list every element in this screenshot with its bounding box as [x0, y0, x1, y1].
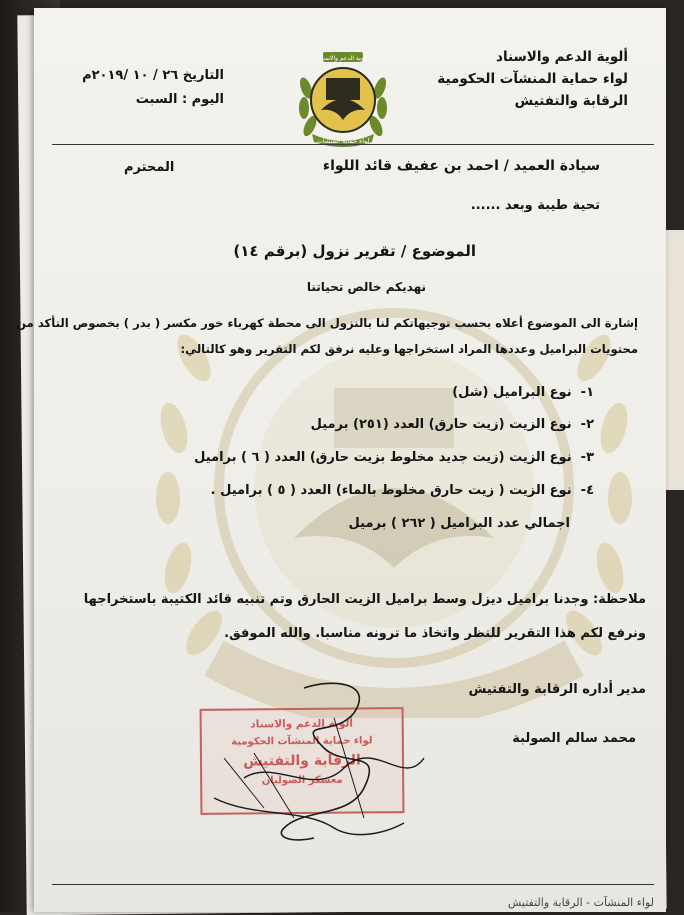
- item-number: ٢-: [580, 417, 594, 432]
- handwritten-signature: [184, 658, 444, 858]
- stamp-line-4: معسكر الصولبان: [261, 774, 343, 787]
- org-line-1: ألوية الدعم والاسناد: [496, 49, 628, 65]
- note-line-2: ونرفع لكم هذا التقرير للنظر واتخاذ ما ترونه مناسبا. والله الموفق.: [224, 626, 646, 641]
- signature-name: محمد سالم الصولبة: [512, 731, 636, 746]
- item-number: ٣-: [580, 450, 594, 465]
- signature-title: مدير أداره الرقابة والتفتيش: [468, 682, 646, 697]
- document-page: [16, 8, 666, 912]
- subject-line: الموضوع / تقرير نزول (برقم ١٤): [233, 242, 476, 260]
- greeting: تحية طيبة وبعد ......: [470, 198, 600, 213]
- body-line-2: محتويات البراميل وعددها المراد استخراجها وعليه نرفق لكم التقرير وهو كالتالي:: [180, 342, 638, 356]
- watermark-emblem: [134, 238, 654, 718]
- footer-divider: [52, 884, 654, 885]
- barrels-total: اجمالي عدد البراميل ( ٢٦٢ ) برميل: [348, 516, 570, 531]
- addressee-honorific: المحترم: [124, 160, 175, 175]
- stamp-line-3: الرقابة والتفتيش: [243, 752, 361, 770]
- date-text: التاريخ ٢٦ / ١٠ /٢٠١٩م: [82, 68, 224, 83]
- logo-top-text: ألوية الدعم والاسناد: [318, 55, 368, 62]
- day-text: اليوم : السبت: [135, 92, 224, 107]
- list-item: [194, 450, 594, 465]
- body-line-1: إشارة الى الموضوع أعلاه بحسب توجيهاتكم لنا بالنزول الى محطة كهرباء خور مكسر ( بدر ) بخصوص التأكد من: [16, 316, 638, 330]
- addressee-name: سيادة العميد / احمد بن عفيف قائد اللواء: [322, 158, 600, 174]
- item-text: نوع الزيت (زيت جديد مخلوط بزيت حارق) العدد ( ٦ ) براميل: [194, 450, 572, 465]
- footer-text: لواء المنشآت - الرقابة والتفتيش: [507, 896, 654, 909]
- organization-header: [418, 46, 628, 112]
- list-item: [211, 483, 594, 498]
- note-line-1: ملاحظة: وجدنا براميل ديزل وسط براميل الزيت الحارق وتم تنبيه قائد الكتيبة باستخراجها: [83, 592, 646, 607]
- item-text: نوع الزيت (زيت حارق) العدد (٢٥١) برميل: [310, 417, 572, 432]
- org-line-3: الرقابة والتفتيش: [514, 93, 628, 109]
- stamp-line-1: ألوية الدعم والاسناد: [250, 717, 354, 731]
- item-number: ١-: [580, 385, 594, 400]
- item-number: ٤-: [580, 483, 594, 498]
- date-block: [54, 64, 224, 112]
- list-item: [452, 385, 594, 400]
- regards-line: نهديكم خالص تحياتنا: [306, 280, 426, 294]
- logo-bottom-text: لواء حماية المنشآت: [316, 137, 370, 145]
- stamp-line-2: لواء حماية المنشآت الحكومية: [231, 735, 373, 748]
- org-line-2: لواء حماية المنشآت الحكومية: [437, 71, 628, 87]
- list-item: [311, 417, 594, 432]
- brigade-logo: [296, 48, 390, 148]
- item-text: نوع البراميل (شل): [452, 385, 572, 400]
- header-divider: [52, 144, 654, 145]
- item-text: نوع الزيت ( زيت حارق مخلوط بالماء) العدد ( ٥ ) براميل .: [210, 483, 572, 498]
